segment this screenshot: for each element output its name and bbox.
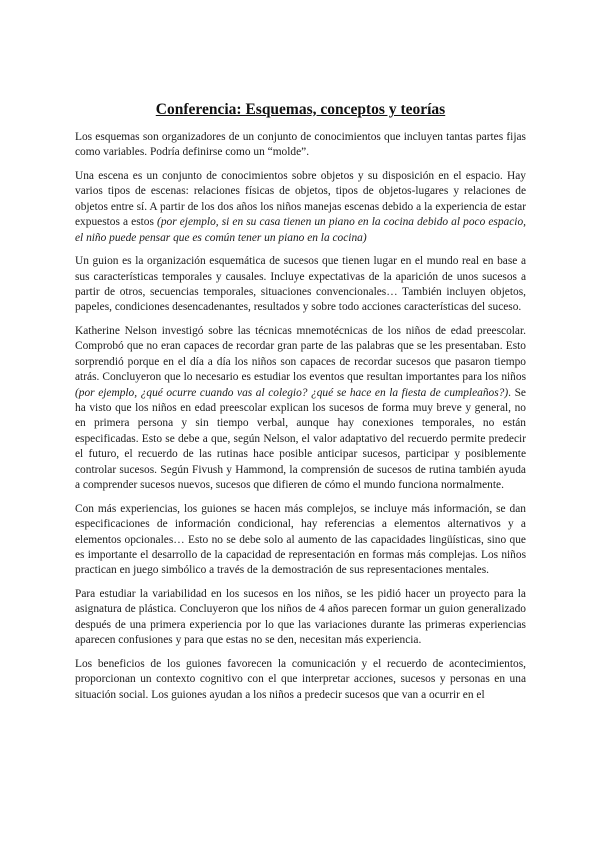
paragraph-text: Los esquemas son organizadores de un conjunto de conocimientos que incluyen tantas partes fijas como variables. Podría definirse como un “molde”. [75, 131, 526, 159]
paragraph-variabilidad [75, 587, 526, 649]
paragraph-nelson [75, 324, 526, 493]
paragraph-text: Para estudiar la variabilidad en los sucesos en los niños, se les pidió hacer un proyecto para la asignatura de plástica. Concluyeron que los niños de 4 años parecen formar un guion generalizado después de una primera experiencia por lo que las variaciones durante las primeras experiencias aparecen confusiones y para que estas no se den, necesitan más experiencia. [75, 587, 526, 647]
paragraph-text: Con más experiencias, los guiones se hacen más complejos, se incluye más información, se dan especificaciones de información condicional, hay referencias a elementos alternativos y a elementos opcionales… Esto no se debe solo al aumento de las capacidades lingüísticas, sino que es importante el desarrollo de la capacidad de representación en formas más complejas. Los niños practican en juego simbólico a través de la demostración de sus representaciones mentales. [75, 502, 526, 577]
paragraph-text-continued: . Se ha visto que los niños en edad preescolar explican los sucesos de forma muy breve y general, no en primera persona y sin tiempo verbal, aunque hay conexiones temporales, no están especificadas. Esto se debe a que, según Nelson, el valor adaptativo del recuerdo permite predecir el futuro, el recuerdo de las rutinas hace posible anticipar sucesos, participar y posiblemente controlar sucesos. Según Fivush y Hammond, la comprensión de sucesos de rutina también ayuda a comprender sucesos nuevos, sucesos que difieren de cómo el mundo funciona normalmente. [75, 386, 526, 492]
paragraph-experiencias [75, 502, 526, 579]
paragraph-text: Una escena es un conjunto de conocimientos sobre objetos y su disposición en el espacio. Hay varios tipos de escenas: relaciones físicas de objetos, tipos de objetos-lugares y relaciones de objetos entre sí. A partir de los dos años los niños manejas escenas debido a la experiencia de estar expuestos a estos [75, 170, 526, 229]
paragraph-example: (por ejemplo, si en su casa tienen un piano en la cocina debido al poco espacio, el niño puede pensar que es común tener un piano en la cocina) [75, 216, 526, 244]
document-body [75, 100, 526, 711]
paragraph-escena [75, 169, 526, 246]
page-title: Conferencia: Esquemas, conceptos y teorías [155, 101, 446, 118]
paragraph-text: Katherine Nelson investigó sobre las técnicas mnemotécnicas de los niños de edad preescolar. Comprobó que no eran capaces de recordar gran parte de las palabras que se les presentaban. Esto sorprendió porque en el día a día los niños son capaces de recordar sucesos que pasaron tiempo atrás. Concluyeron que lo necesario es estudiar los eventos que resultan importantes para los niños [75, 325, 526, 384]
paragraph-guion [75, 254, 526, 316]
paragraph-example: (por ejemplo, ¿qué ocurre cuando vas al colegio? ¿qué se hace en la fiesta de cumpleaños?) [75, 386, 509, 399]
paragraph-text: Un guion es la organización esquemática de sucesos que tienen lugar en el mundo real en base a sus características temporales y causales. Incluye expectativas de la aparición de unos sucesos a partir de otros, secuencias temporales, situaciones convencionales… También incluyen objetos, papeles, condiciones desencadenantes, resultados y sobre todo acciones características del suceso. [75, 255, 526, 314]
paragraph-esquemas [75, 130, 526, 161]
paragraph-text: Los beneficios de los guiones favorecen la comunicación y el recuerdo de acontecimientos, proporcionan un contexto cognitivo con el que interpretar acciones, sucesos y personas en una situación social. Los guiones ayudan a los niños a predecir sucesos que van a ocurrir en el [75, 657, 526, 701]
paragraph-beneficios [75, 657, 526, 703]
